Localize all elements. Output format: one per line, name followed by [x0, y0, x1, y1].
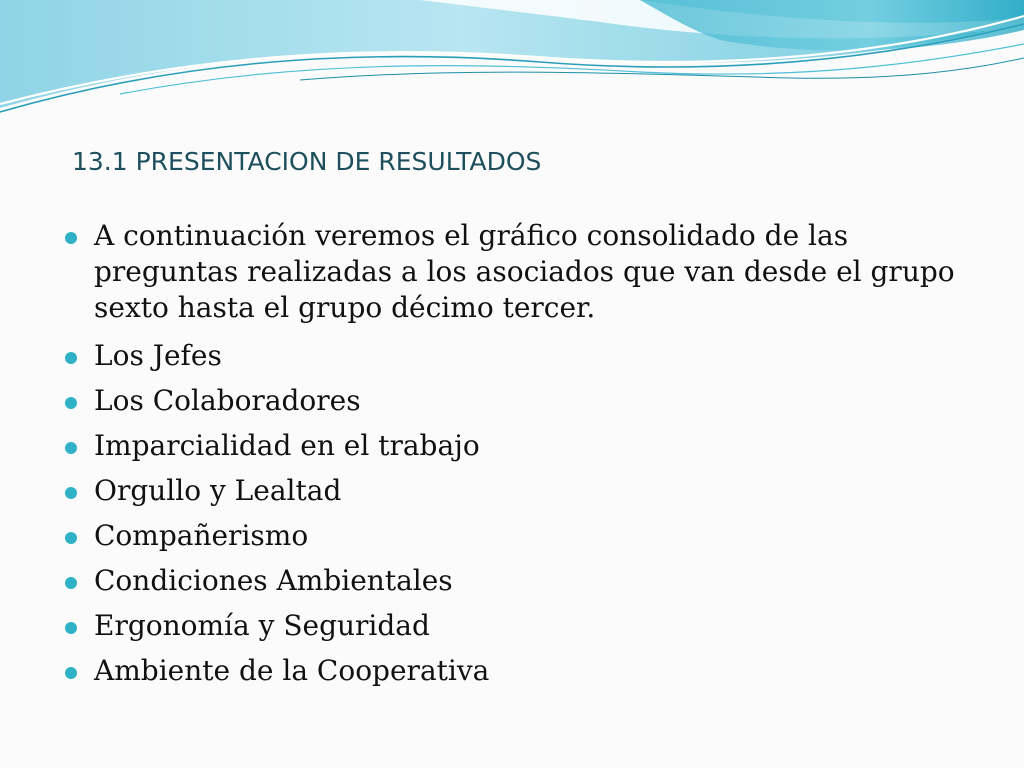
bullet-dot-icon	[65, 232, 77, 244]
wave-header-decoration	[0, 0, 1024, 130]
bullet-text: Imparcialidad en el trabajo	[94, 429, 480, 462]
bullet-text: Compañerismo	[94, 519, 309, 552]
bullet-item-ambiente-cooperativa	[60, 653, 980, 689]
bullet-dot-icon	[65, 352, 77, 364]
slide-title: 13.1 PRESENTACION DE RESULTADOS	[72, 147, 542, 176]
bullet-list	[60, 218, 980, 698]
bullet-item-imparcialidad	[60, 428, 980, 464]
bullet-item-companerismo	[60, 518, 980, 554]
bullet-text: Los Jefes	[94, 339, 222, 372]
bullet-text: Ambiente de la Cooperativa	[94, 654, 490, 687]
bullet-item-ergonomia-seguridad	[60, 608, 980, 644]
bullet-item-los-jefes	[60, 338, 980, 374]
bullet-item-los-colaboradores	[60, 383, 980, 419]
bullet-dot-icon	[65, 667, 77, 679]
bullet-dot-icon	[65, 577, 77, 589]
bullet-text: Ergonomía y Seguridad	[94, 609, 430, 642]
bullet-dot-icon	[65, 397, 77, 409]
bullet-text: A continuación veremos el gráfico consolidado de las preguntas realizadas a los asociados que van desde el grupo sexto hasta el grupo décimo tercer.	[94, 219, 955, 324]
bullet-dot-icon	[65, 532, 77, 544]
bullet-dot-icon	[65, 487, 77, 499]
bullet-dot-icon	[65, 622, 77, 634]
bullet-text: Condiciones Ambientales	[94, 564, 453, 597]
bullet-text: Orgullo y Lealtad	[94, 474, 342, 507]
bullet-item-intro	[60, 218, 980, 326]
bullet-item-orgullo-lealtad	[60, 473, 980, 509]
bullet-item-condiciones-ambientales	[60, 563, 980, 599]
bullet-text: Los Colaboradores	[94, 384, 361, 417]
bullet-dot-icon	[65, 442, 77, 454]
